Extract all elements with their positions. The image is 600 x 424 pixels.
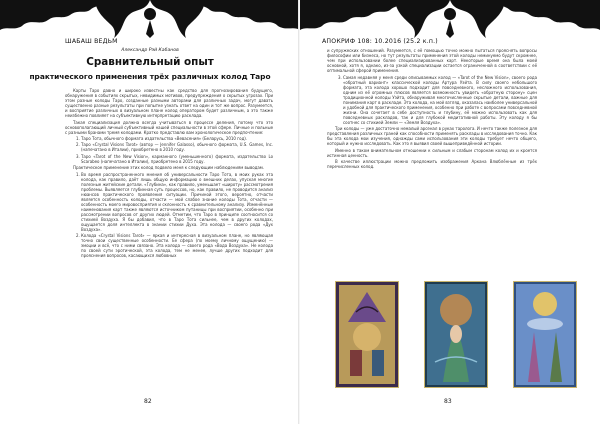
tarot-card-image <box>513 281 577 388</box>
article-author: Александр Рэй Кабанов <box>121 48 179 53</box>
left-text-column <box>65 88 273 260</box>
list-item: 3. Самая недавняя у меня среди описываемых колод — «Tarot of the New Vision», своего рода «обратный вариант» классической колоды Артура Уэйта. В силу своего небольшого формата, эта колода хорошо подходит для повседневного, несложного использования, одним из её огромных плюсов является возможность увидеть «обратную сторону» сцен традиционной колоды Уэйта, обнаруживая многочисленные скрытые детали, важные для понимания карт в раскладе. Эта колода, на мой взгляд, оказалась наиболее универсальной и удобной для практического применения, особенно при работе с вопросами повседневной жизни. Она сочетает в себе доступность и глубину, её можно использовать как для повседневных раскладов, так и для глубокой медитативной работы. Эту колоду я бы соотнес со стихией Земли — «Земля Воздуха». <box>343 75 537 125</box>
running-head-right: АПОКРИФ 108: 10.2016 (25.2 к.п.) <box>322 38 438 45</box>
deck-list <box>65 136 273 164</box>
observations-list <box>65 172 273 258</box>
article-title: Сравнительный опыт <box>86 56 214 68</box>
page-number-right: 83 <box>444 398 452 405</box>
list-item: 1. Во время распространенного мнения об универсальности Таро Тота, в моих руках эта колода, как правило, даёт лишь общую информацию о внешних делах, упуская многие полезные житейские детали. «Глубина», как правило, уменьшает «широту» рассмотрения проблемы. Выявляется глубинная суть процессов, но, как правило, не проводится анализ нюансов практического проявления ситуации. Причиной этого, вероятно, отчасти является особенность колоды, отчасти — мой слабое знание колоды Тота, отчасти — особенность моего мировосприятия и склонность к сравнительному анализу. Изменённые наименования карт также являются источником путаницы при восприятии, особенно при рассмотрении вопросов от других людей. Отметим, что Таро в принципе соотносится со стихией Воздуха. Я бы добавил, что в Таро Тота сильнее, чем в других колодах, ощущается доля интеллекта в знании стихии Духа. Эта колода — своего рода «Дух Воздуха». <box>81 172 273 232</box>
list-item: 2. Колода «Crystal Visions Tarot» — яркая и интересная в визуальном плане, но являющая точно свои существенные особенности. Ее сфера (по моему личному ощущению) — эмоции и всё, что с ними связано. Эта колода — своего рода «Вода Воздуха». Не колода по своей сути эротической, эта колода, тем не менее, лучше других подходит для прояснения вопросов, касающихся любовных <box>81 233 273 258</box>
tarot-card-image <box>335 281 399 388</box>
running-head-left: ШАБАШ ВЕДЬМ <box>65 38 118 45</box>
intro-paragraph: Карты Таро давно и широко известны как средство для прогнозирования будущего, обнаружения в событиях скрытых, невидимых мотивов, предупреждения о скрытых угрозах. При этом разные колоды Таро, созданные разными авторами для различных задач, могут давать существенно разные результаты при попытке узнать ответ на один и тот же вопрос. Разумеется, и восприятие различных в визуальном плане колод оператором будет различным, а это также неизбежно повлияет на субъективную интерпретацию расклада. <box>65 88 273 118</box>
tarot-card-image <box>424 281 488 388</box>
list-item: 2. Таро «Crystal Visions Tarot» (автор — Jennifer Galasso), обычного формата, U.S. Games, Inc. (напечатано в Италии), приобретено в 2010 году. <box>81 142 273 152</box>
right-text-column <box>327 48 537 171</box>
body-paragraph: Именно в таком внимательном отношении к сильным и слабым сторонам колод их и кроется истинная ценность. <box>327 147 537 158</box>
body-paragraph: Практическое применение этих колод подвело меня к следующим наблюдениям выводам. <box>73 165 265 171</box>
body-paragraph: Три колоды — уже достаточно немалый арсенал в руках таролога. И нечто также полезное для представления различных граней как способности применять расклады в исследования точно. Как бы эта колода мои изучения, однажды сами использования эти колоды требует нечто общего, который и нужно исследовать. Как это я выявил своей вышеприведённой истории. <box>327 126 537 147</box>
list-item: 1. Таро Тота, обычного формата издательства «Вевасения» (Беларусь, 2010 год). <box>81 136 273 141</box>
body-paragraph: Такая специализация должна всегда учитываться в процессе деления, потому что это основополагающий личный субъективный нашей специальности в этой сфере. Личные и польные с разными бранами тремя колодами. Кратко представлю вам хронологическое предпочтение: <box>65 119 273 135</box>
thoth-lovers-image <box>336 282 398 387</box>
lovers-cards-figure <box>335 281 575 386</box>
ornament-header-left <box>0 0 300 38</box>
new-vision-lovers-image <box>514 282 576 387</box>
body-paragraph: В качестве иллюстрации можно предложить изображения Аркана Влюблённые из трёх перечисленных колод. <box>327 159 537 170</box>
deck-list-continued <box>327 75 537 125</box>
crystal-visions-lovers-image <box>425 282 487 387</box>
body-paragraph: и супружеских отношений. Разумеется, с её помощью точно можно пытаться прояснять вопросы философии или бизнеса, но тут результаты применения этой колоды неминуемо будут скромнее, чем при использовании более специализированных карт. Некоторые время она была моей основной, хотя я, однако, из-за узкой специализации остается ограниченной в соответствии с её оптимальной сферой применения. <box>327 48 537 73</box>
list-item: 3. Таро «Tarot of the New Vision», карманного (уменьшенного) формата, издательство Lo Scarabeo (напечатано в Италии), приобретено в 2015 году. <box>81 154 273 164</box>
ornament-header-right <box>300 0 600 38</box>
article-subtitle: практического применения трёх различных колод Таро <box>29 72 271 81</box>
page-number-left: 82 <box>144 398 152 405</box>
